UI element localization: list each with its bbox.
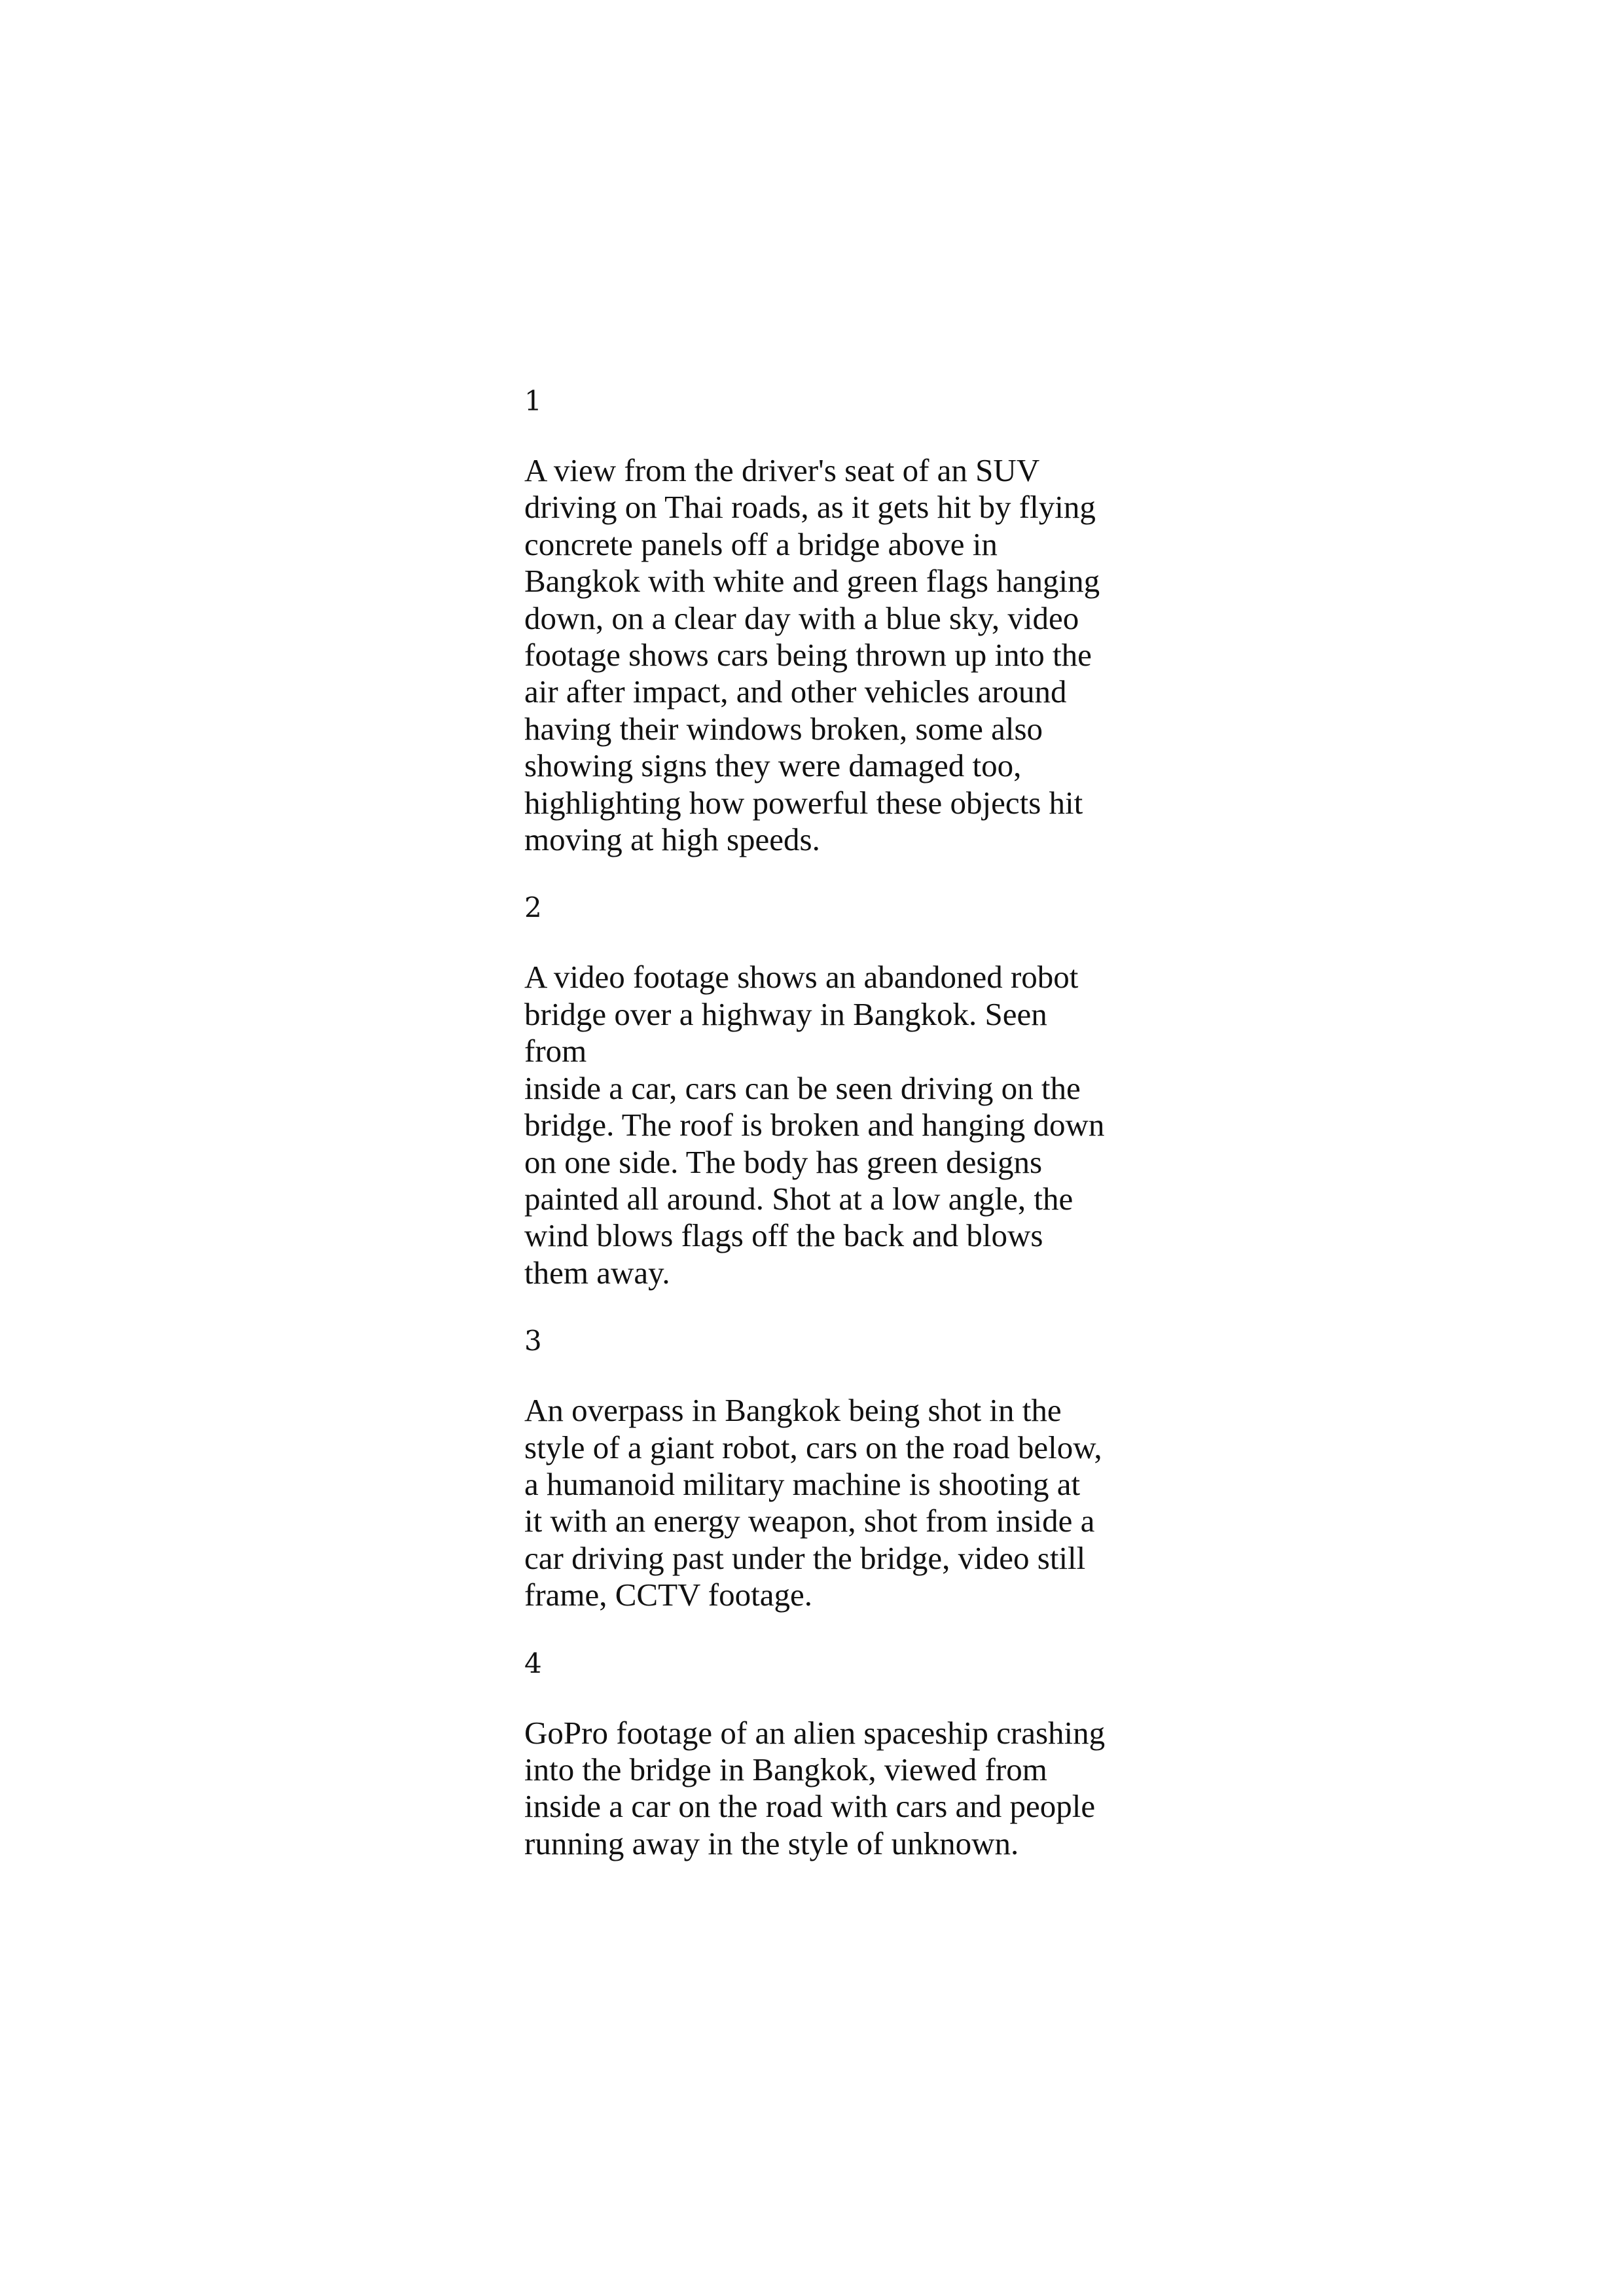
text-column (524, 383, 1113, 1862)
entry-3 (524, 1323, 1113, 1613)
entry-paragraph: A view from the driver's seat of an SUV driving on Thai roads, as it gets hit by flying concrete panels off a bridge above in Bangkok with white and green flags hanging down, on a clear day with a blue sky, video footage shows cars being thrown up into the air after impact, and other vehicles around having their windows broken, some also showing signs they were damaged too, highlighting how powerful these objects hit moving at high speeds. (524, 452, 1100, 858)
entry-paragraph: An overpass in Bangkok being shot in the style of a giant robot, cars on the road below, a humanoid military machine is shooting at it with an energy weapon, shot from inside a car driving past under the bridge, video still frame, CCTV footage. (524, 1392, 1102, 1613)
entry-paragraph: GoPro footage of an alien spaceship crashing into the bridge in Bangkok, viewed from inside a car on the road with cars and people running away in the style of unknown. (524, 1714, 1106, 1861)
entry-number: 4 (524, 1647, 542, 1679)
entry-4 (524, 1645, 1113, 1863)
entry-1 (524, 383, 1113, 858)
entry-number: 3 (524, 1325, 542, 1357)
entry-2 (524, 889, 1113, 1291)
entry-paragraph: A video footage shows an abandoned robot bridge over a highway in Bangkok. Seen from inside a car, cars can be seen driving on the bridge. The roof is broken and hanging down on one side. The body has green designs painted all around. Shot at a low angle, the wind blows flags off the back and blows them away. (524, 959, 1105, 1291)
entry-number: 1 (524, 385, 542, 417)
entry-number: 2 (524, 891, 542, 924)
